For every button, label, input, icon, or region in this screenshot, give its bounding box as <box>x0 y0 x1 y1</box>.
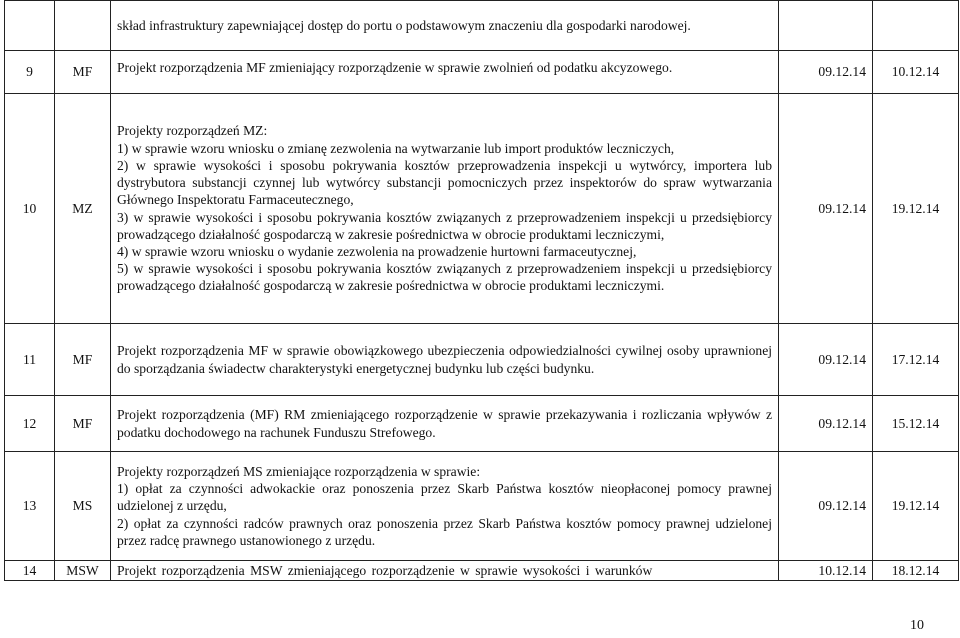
date-deadline: 17.12.14 <box>873 324 959 396</box>
description-line: 1) opłat za czynności adwokackie oraz ponoszenia przez Skarb Państwa kosztów nieopłaconej pomocy prawnej udzielonej z urzędu, <box>117 481 772 514</box>
ministry-code: MZ <box>55 94 111 324</box>
date-submitted: 09.12.14 <box>779 324 873 396</box>
page-number: 10 <box>910 618 924 633</box>
row-number: 11 <box>5 324 55 396</box>
description-line: 4) w sprawie wzoru wniosku o wydanie zezwolenia na prowadzenie hurtowni farmaceutycznej, <box>117 243 637 259</box>
row-number-cell <box>5 1 55 51</box>
ministry-code: MF <box>55 396 111 452</box>
row-number: 12 <box>5 396 55 452</box>
row-number: 10 <box>5 94 55 324</box>
table-row <box>5 94 959 324</box>
table-row <box>5 396 959 452</box>
date-deadline: 15.12.14 <box>873 396 959 452</box>
table-row <box>5 452 959 561</box>
row-description <box>111 396 779 452</box>
description-line: 2) w sprawie wysokości i sposobu pokrywania kosztów przeprowadzenia inspekcji u wytwórcy, importera lub dystrybutora substancji czynnej lub wytwórcy substancji pomocniczych przez inspektorów do spraw wytwarzania Głównego Inspektoratu Farmaceutecznego, <box>117 157 772 208</box>
description-line: 2) opłat za czynności radców prawnych oraz ponoszenia przez Skarb Państwa kosztów pomocy prawnej udzielonej przez radcę prawnego ustanowionego z urzędu. <box>117 515 772 548</box>
date-submitted: 09.12.14 <box>779 396 873 452</box>
table-row <box>5 51 959 94</box>
description-line: 3) w sprawie wysokości i sposobu pokrywania kosztów związanych z przeprowadzeniem inspekcji u przedsiębiorcy prowadzącego działalność gospodarczą w zakresie pośrednictwa w obrocie produktami leczniczymi, <box>117 209 772 242</box>
row-description <box>111 452 779 561</box>
row-description <box>111 94 779 324</box>
document-table <box>4 0 959 581</box>
ministry-code: MF <box>55 51 111 94</box>
description-line: Projekty rozporządzeń MS zmieniające rozporządzenia w sprawie: <box>117 463 481 479</box>
table-row <box>5 324 959 396</box>
description-line: Projekt rozporządzenia (MF) RM zmieniającego rozporządzenie w sprawie przekazywania i rozliczania wpływów z podatku dochodowego na rachunek Funduszu Strefowego. <box>117 407 772 440</box>
date-deadline: 19.12.14 <box>873 94 959 324</box>
ministry-code: MF <box>55 324 111 396</box>
row-description <box>111 561 779 581</box>
ministry-code: MS <box>55 452 111 561</box>
row-description <box>111 51 779 94</box>
date-deadline-cell <box>873 1 959 51</box>
ministry-cell <box>55 1 111 51</box>
date-submitted: 10.12.14 <box>779 561 873 581</box>
date-deadline: 18.12.14 <box>873 561 959 581</box>
row-number: 9 <box>5 51 55 94</box>
date-submitted-cell <box>779 1 873 51</box>
description-line: skład infrastruktury zapewniającej dostęp do portu o podstawowym znaczeniu dla gospodarki narodowej. <box>117 17 691 33</box>
row-description <box>111 324 779 396</box>
row-description <box>111 1 779 51</box>
description-line: Projekt rozporządzenia MSW zmieniającego rozporządzenie w sprawie wysokości i warunków <box>117 562 653 578</box>
description-line: 1) w sprawie wzoru wniosku o zmianę zezwolenia na wytwarzanie lub import produktów leczniczych, <box>117 140 675 156</box>
ministry-code: MSW <box>55 561 111 581</box>
date-submitted: 09.12.14 <box>779 452 873 561</box>
date-submitted: 09.12.14 <box>779 94 873 324</box>
date-deadline: 19.12.14 <box>873 452 959 561</box>
description-line: Projekty rozporządzeń MZ: <box>117 123 268 139</box>
table-row-continuation <box>5 1 959 51</box>
date-deadline: 10.12.14 <box>873 51 959 94</box>
description-line: Projekt rozporządzenia MF zmieniający rozporządzenie w sprawie zwolnień od podatku akcyzowego. <box>117 60 673 75</box>
description-line: Projekt rozporządzenia MF w sprawie obowiązkowego ubezpieczenia odpowiedzialności cywilnej osoby uprawnionej do sporządzania świadectw charakterystyki energetycznej budynku lub części budynku. <box>117 343 772 376</box>
description-line: 5) w sprawie wysokości i sposobu pokrywania kosztów związanych z przeprowadzeniem inspekcji u przedsiębiorcy prowadzącego działalność gospodarczą w zakresie pośrednictwa w obrocie produktami leczniczymi. <box>117 261 772 294</box>
table-row <box>5 561 959 581</box>
row-number: 13 <box>5 452 55 561</box>
date-submitted: 09.12.14 <box>779 51 873 94</box>
row-number: 14 <box>5 561 55 581</box>
